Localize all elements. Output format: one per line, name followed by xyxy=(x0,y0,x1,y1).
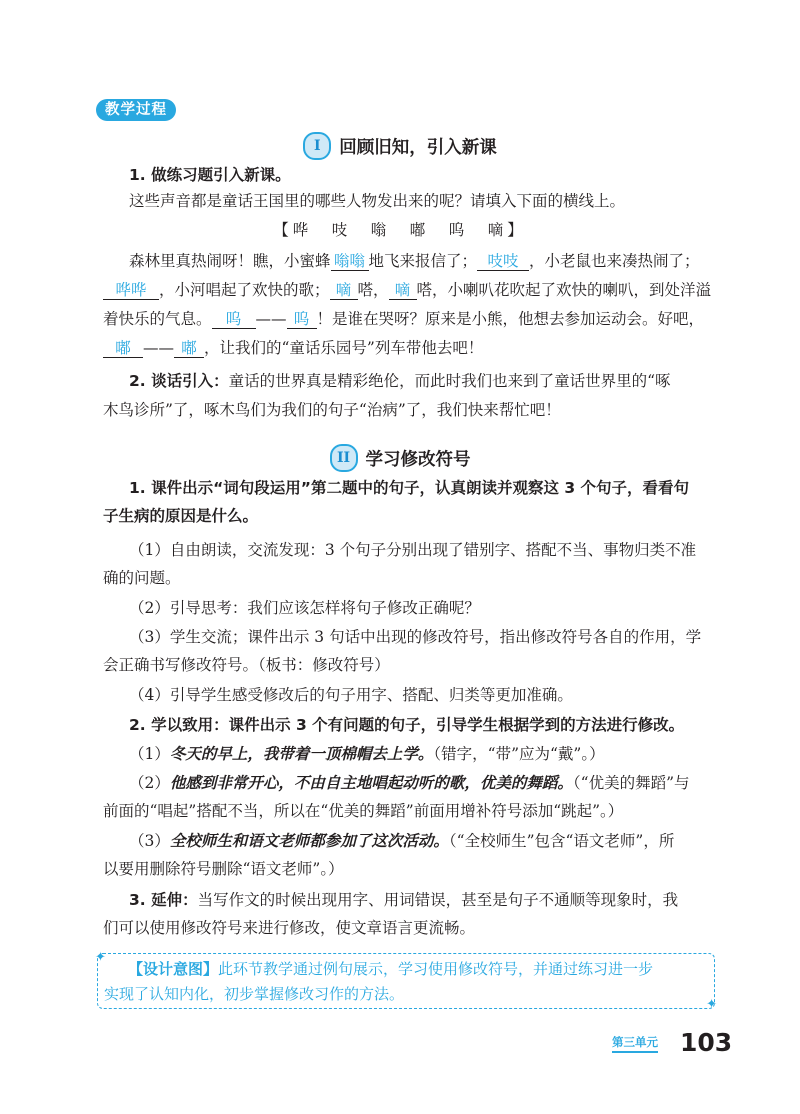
answer-blank: 呜 xyxy=(287,310,317,329)
s3-line-2: 会正确书写修改符号。（板书：修改符号） xyxy=(103,656,390,674)
unit-label: 第三单元 xyxy=(612,1034,658,1053)
s3-line-1: （3）学生交流；课件出示 3 句话中出现的修改符号，指出修改符号各自的作用，学 xyxy=(129,628,702,646)
s1-line-1: （1）自由朗读，交流发现：3 个句子分别出现了错别字、搭配不当、事物归类不准 xyxy=(129,541,697,559)
step1-title: 1. 做练习题引入新课。 xyxy=(129,166,291,184)
item1-line-1: 1. 课件出示“词句段运用”第二题中的句子，认真朗读并观察这 3 个句子，看看句 xyxy=(129,479,690,497)
item2-line: 2. 学以致用：课件出示 3 个有问题的句子，引导学生根据学到的方法进行修改。 xyxy=(129,716,685,734)
part1-heading xyxy=(0,132,800,160)
item3-line-1: 3. 延伸：当写作文的时候出现用字、用词错误，甚至是句子不通顺等现象时，我 xyxy=(129,891,679,909)
corner-ornament-icon: ✦ xyxy=(95,950,106,965)
design-label: 【设计意图】 xyxy=(128,960,219,978)
item3-line-2: 们可以使用修改符号来进行修改，使文章语言更流畅。 xyxy=(103,919,476,937)
story-line-1: 森林里真热闹呀！瞧，小蜜蜂 嗡嗡 地飞来报信了； 吱吱 ，小老鼠也来凑热闹了； xyxy=(129,252,700,270)
example2-line-1: （2）他感到非常开心，不由自主地唱起动听的歌，优美的舞蹈。（“优美的舞蹈”与 xyxy=(129,773,690,792)
s1-line-2: 确的问题。 xyxy=(103,569,181,587)
example3-line-2: 以要用删除符号删除“语文老师”。） xyxy=(103,860,344,878)
example-sentence: 冬天的早上，我带着一顶棉帽去上学。 xyxy=(169,744,434,763)
design-line-2: 实现了认知内化，初步掌握修改习作的方法。 xyxy=(104,985,405,1003)
s2-line: （2）引导思考：我们应该怎样将句子修改正确呢？ xyxy=(129,599,480,617)
part2-heading xyxy=(0,444,800,472)
roman-numeral-badge: I xyxy=(303,132,331,160)
story-line-4: 嘟 —— 嘟 ，让我们的“童话乐园号”列车带他去吧！ xyxy=(103,337,713,359)
question-text: 这些声音都是童话王国里的哪些人物发出来的呢？请填入下面的横线上。 xyxy=(129,192,626,210)
part1-title: 回顾旧知，引入新课 xyxy=(339,137,497,158)
item3-label: 3. 延伸： xyxy=(129,891,198,909)
corner-ornament-icon: ✦ xyxy=(706,997,717,1012)
roman-numeral-badge: II xyxy=(330,444,358,472)
answer-blank: 嗡嗡 xyxy=(331,252,369,271)
answer-blank: 嘀 xyxy=(330,281,358,300)
s4-line: （4）引导学生感受修改后的句子用字、搭配、归类等更加准确。 xyxy=(129,686,573,704)
design-line-1: 【设计意图】此环节教学通过例句展示，学习使用修改符号，并通过练习进一步 xyxy=(128,960,654,978)
answer-blank: 呜 xyxy=(212,310,256,329)
example2-line-2: 前面的“唱起”搭配不当，所以在“优美的舞蹈”前面用增补符号添加“跳起”。） xyxy=(103,802,624,820)
section-tag: 教学过程 xyxy=(96,99,176,121)
answer-blank: 哗哗 xyxy=(103,281,159,300)
step2-line-1: 2. 谈话引入：童话的世界真是精彩绝伦，而此时我们也来到了童话世界里的“啄 xyxy=(129,372,671,390)
step2-line-2: 木鸟诊所”了，啄木鸟们为我们的句子“治病”了，我们快来帮忙吧！ xyxy=(103,401,561,419)
answer-blank: 吱吱 xyxy=(477,252,529,271)
story-line-2: 哗哗 ，小河唱起了欢快的歌； 嘀 嗒， 嘀 嗒，小喇叭花吹起了欢快的喇叭，到处洋溢 xyxy=(103,279,713,301)
answer-blank: 嘟 xyxy=(103,339,143,358)
step2-label: 2. 谈话引入： xyxy=(129,372,229,390)
part2-title: 学习修改符号 xyxy=(365,449,471,470)
answer-blank: 嘟 xyxy=(174,339,204,358)
example-sentence: 他感到非常开心，不由自主地唱起动听的歌，优美的舞蹈。 xyxy=(169,773,573,792)
story-line-3: 着快乐的气息。 呜 —— 呜 ！是谁在哭呀？原来是小熊，他想去参加运动会。好吧， xyxy=(103,310,705,328)
example-sentence: 全校师生和语文老师都参加了这次活动。 xyxy=(169,831,449,850)
page-number: 103 xyxy=(680,1028,733,1057)
word-bank: 【哗 吱 嗡 嘟 呜 嘀】 xyxy=(273,221,527,239)
item1-line-2: 子生病的原因是什么。 xyxy=(103,507,259,525)
answer-blank: 嘀 xyxy=(389,281,417,300)
example3-line-1: （3）全校师生和语文老师都参加了这次活动。（“全校师生”包含“语文老师”，所 xyxy=(129,831,675,850)
example1-line: （1）冬天的早上，我带着一顶棉帽去上学。（错字，“带”应为“戴”。） xyxy=(129,744,605,763)
